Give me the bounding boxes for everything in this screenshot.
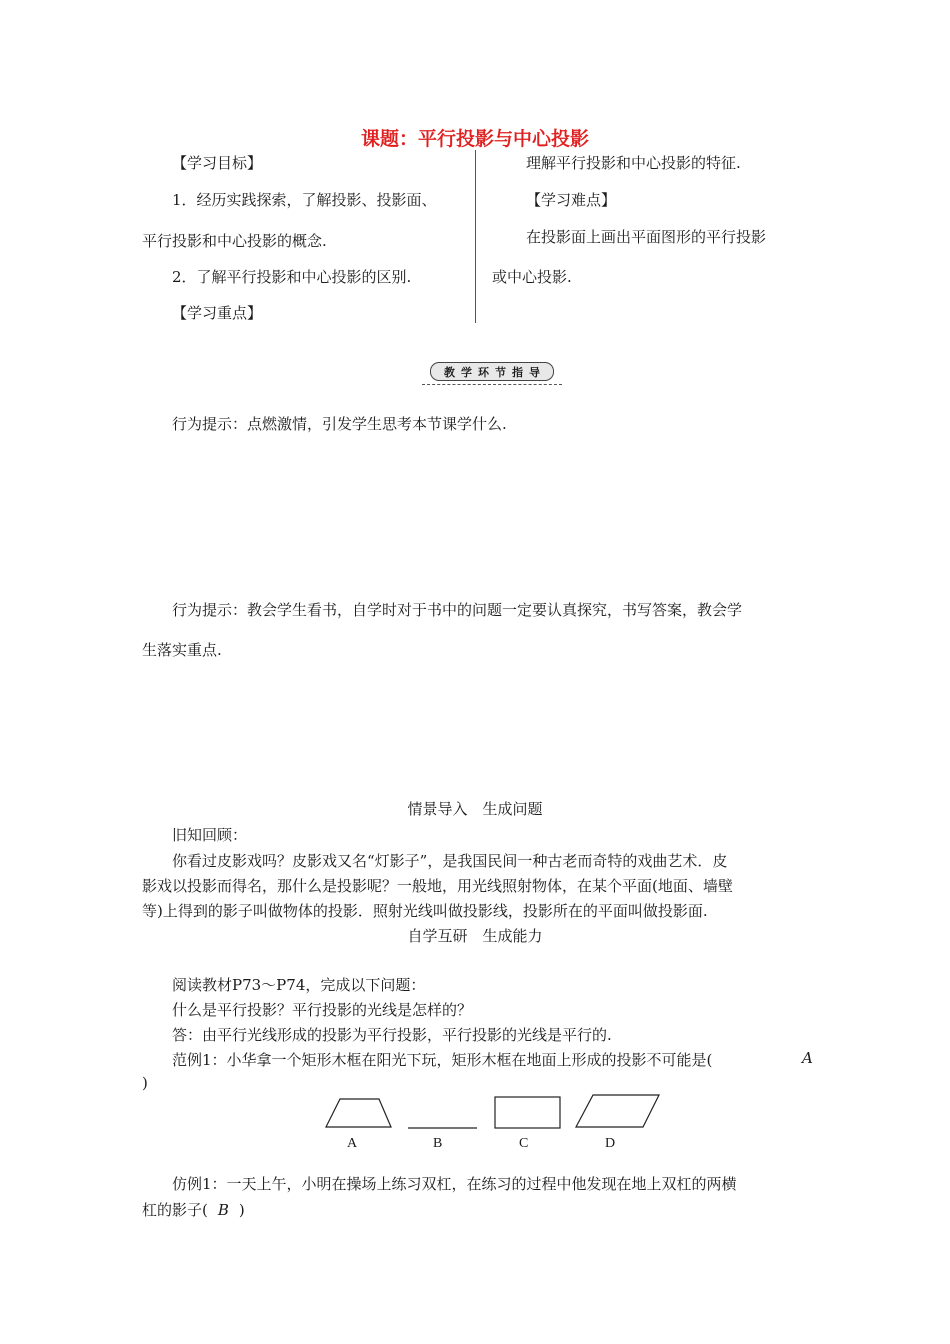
section-1-paragraph-line-2: 影戏以投影而得名，那什么是投影呢？一般地，用光线照射物体，在某个平面(地面、墙壁: [142, 877, 733, 895]
option-d-label: D: [605, 1136, 616, 1151]
hint-1: 行为提示：点燃激情，引发学生思考本节课学什么.: [172, 415, 507, 433]
option-b-label: B: [433, 1136, 443, 1151]
section-1-paragraph-line-1: 你看过皮影戏吗？皮影戏又名“灯影子”，是我国民间一种古老而奇特的戏曲艺术．皮: [172, 852, 728, 870]
imitation-1-prefix: 杠的影子(: [142, 1201, 208, 1219]
reading-instruction: 阅读教材P73～P74，完成以下问题：: [172, 976, 426, 994]
banner-label: 教学环节指导: [430, 362, 554, 381]
imitation-1-line-1: 仿例1：一天上午，小明在操场上练习双杠，在练习的过程中他发现在地上双杠的两横: [172, 1175, 737, 1193]
review-label: 旧知回顾：: [172, 826, 248, 844]
answer: 答：由平行光线形成的投影为平行投影，平行投影的光线是平行的.: [172, 1026, 612, 1044]
section-1-heading: 情景导入 生成问题: [407, 800, 543, 818]
hint-2-line-2: 生落实重点.: [142, 641, 222, 659]
goal-2: 2．了解平行投影和中心投影的区别.: [172, 268, 412, 286]
section-2-heading: 自学互研 生成能力: [407, 927, 543, 945]
example-1-line-1: 范例1：小华拿一个矩形木框在阳光下玩，矩形木框在地面上形成的投影不可能是(: [172, 1051, 713, 1069]
section-1-paragraph-line-3: 等)上得到的影子叫做物体的投影．照射光线叫做投影线，投影所在的平面叫做投影面.: [142, 902, 708, 920]
option-a-label: A: [347, 1136, 358, 1151]
page-title: 课题：平行投影与中心投影: [360, 128, 589, 150]
key-text: 理解平行投影和中心投影的特征.: [526, 154, 741, 172]
goal-1-line-1: 1．经历实践探索，了解投影、投影面、: [172, 191, 437, 209]
difficulty-line-1: 在投影面上画出平面图形的平行投影: [526, 228, 767, 246]
goal-1-line-2: 平行投影和中心投影的概念.: [142, 232, 327, 250]
example-1-line-2: ): [142, 1074, 148, 1092]
option-c-rectangle: [495, 1097, 560, 1128]
hint-2-line-1: 行为提示：教会学生看书，自学时对于书中的问题一定要认真探究，书写答案，教会学: [172, 601, 743, 619]
option-c-label: C: [519, 1136, 529, 1151]
question: 什么是平行投影？平行投影的光线是怎样的？: [172, 1001, 473, 1019]
imitation-1-answer: B: [217, 1201, 229, 1219]
difficulty-line-2: 或中心投影.: [492, 268, 572, 286]
difficulty-header: 【学习难点】: [526, 191, 617, 209]
option-d-parallelogram: [576, 1095, 659, 1127]
key-header: 【学习重点】: [172, 304, 263, 322]
imitation-1-line-2: [142, 1199, 245, 1220]
example-1-answer: A: [802, 1049, 813, 1067]
goal-header: 【学习目标】: [172, 154, 263, 172]
imitation-1-suffix: ): [238, 1201, 245, 1219]
option-a-trapezoid: [326, 1099, 391, 1127]
